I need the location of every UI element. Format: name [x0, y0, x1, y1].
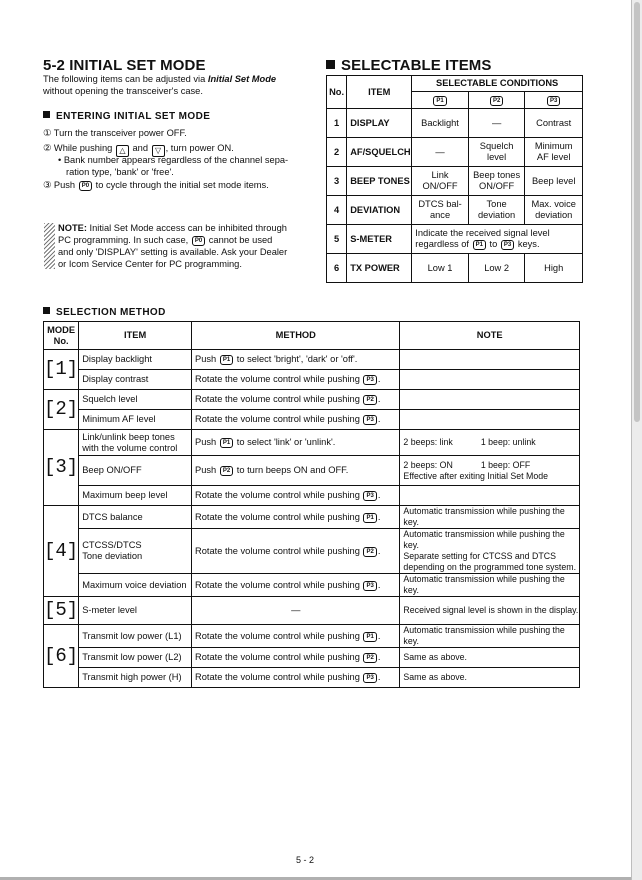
- scrollbar-thumb[interactable]: [634, 2, 640, 422]
- method-heading: SELECTION METHOD: [43, 307, 166, 318]
- selectable-title: SELECTABLE ITEMS: [326, 57, 492, 74]
- note-hatch-icon: [44, 223, 55, 269]
- p2-key-icon: P2: [363, 395, 376, 405]
- table-row: [3] Link/unlink beep tones with the volume control Push P1 to select 'link' or 'unlink'. 2 beeps: link 1 beep: unlink: [44, 430, 580, 456]
- up-key-icon: △: [116, 145, 129, 157]
- table-row: 5 S-METER Indicate the received signal level regardless of P1 to P3 keys.: [327, 225, 583, 254]
- mode-number: [2]: [44, 390, 79, 430]
- table-row: [1] Display backlight Push P1 to select 'bright', 'dark' or 'off'.: [44, 350, 580, 370]
- table-row: 6 TX POWER Low 1 Low 2 High: [327, 254, 583, 283]
- p0-key-icon: P0: [192, 236, 205, 246]
- step-2-note: • Bank number appears regardless of the channel sepa- ration type, 'bank' or 'free'.: [58, 155, 289, 177]
- table-row: Maximum voice deviation Rotate the volume control while pushing P3 . Automatic transmission while pushing the key.: [44, 574, 580, 597]
- table-row: Minimum AF level Rotate the volume control while pushing P3 .: [44, 410, 580, 430]
- p3-key-icon: P3: [501, 240, 514, 250]
- table-row: 1 DISPLAY Backlight — Contrast: [327, 109, 583, 138]
- p2-key-icon: P2: [220, 466, 233, 476]
- p1-key-icon: P1: [363, 513, 376, 523]
- p2-key-icon: P2: [363, 547, 376, 557]
- p1-key-icon: P1: [412, 92, 469, 109]
- table-row: Transmit low power (L2) Rotate the volume control while pushing P2 . Same as above.: [44, 648, 580, 668]
- step-1: ① Turn the transceiver power OFF.: [43, 128, 187, 138]
- table-row: 4 DEVIATION DTCS bal- ance Tone deviation Max. voice deviation: [327, 196, 583, 225]
- col-method: METHOD: [192, 322, 400, 350]
- mode-number: [6]: [44, 625, 79, 688]
- col-item: ITEM: [79, 322, 192, 350]
- selectable-table: [326, 75, 583, 283]
- mode-number: [1]: [44, 350, 79, 390]
- section-title: 5-2 INITIAL SET MODE: [43, 57, 206, 74]
- p1-key-icon: P1: [220, 355, 233, 365]
- p3-key-icon: P3: [363, 673, 376, 683]
- p1-key-icon: P1: [473, 240, 486, 250]
- step-3: ③ Push P0 to cycle through the initial set mode items.: [43, 180, 269, 190]
- step-2: ② While pushing △ and ▽ , turn power ON.: [43, 143, 234, 155]
- table-row: Display contrast Rotate the volume control while pushing P3 .: [44, 370, 580, 390]
- col-conditions: SELECTABLE CONDITIONS: [412, 76, 583, 92]
- p1-key-icon: P1: [363, 632, 376, 642]
- method-table: [43, 321, 580, 688]
- table-row: [5] S-meter level — Received signal level is shown in the display.: [44, 597, 580, 625]
- p3-key-icon: P3: [363, 581, 376, 591]
- col-mode: MODE No.: [44, 322, 79, 350]
- p0-key-icon: P0: [79, 181, 92, 191]
- p2-key-icon: P2: [363, 653, 376, 663]
- table-row: CTCSS/DTCS Tone deviation Rotate the volume control while pushing P2 . Automatic transmission while pushing the key. Separate setting for CTCSS and DTCS depending on the programmed tone system.: [44, 529, 580, 574]
- p1-key-icon: P1: [220, 438, 233, 448]
- mode-number: [4]: [44, 506, 79, 597]
- table-row: 2 AF/SQUELCH — Squelch level Minimum AF level: [327, 138, 583, 167]
- p2-key-icon: P2: [468, 92, 525, 109]
- table-row: Maximum beep level Rotate the volume control while pushing P3 .: [44, 486, 580, 506]
- mode-number: [3]: [44, 430, 79, 506]
- table-row: [4] DTCS balance Rotate the volume control while pushing P1 . Automatic transmission while pushing the key.: [44, 506, 580, 529]
- entering-heading: ENTERING INITIAL SET MODE: [43, 111, 210, 122]
- p3-key-icon: P3: [525, 92, 583, 109]
- p3-key-icon: P3: [363, 375, 376, 385]
- table-row: [6] Transmit low power (L1) Rotate the volume control while pushing P1 . Automatic transmission while pushing the key.: [44, 625, 580, 648]
- p3-key-icon: P3: [363, 491, 376, 501]
- mode-number: [5]: [44, 597, 79, 625]
- table-row: Beep ON/OFF Push P2 to turn beeps ON and OFF. 2 beeps: ON 1 beep: OFF Effective after exiting Initial Set Mode: [44, 456, 580, 486]
- table-row: Transmit high power (H) Rotate the volume control while pushing P3 . Same as above.: [44, 668, 580, 688]
- table-row: 3 BEEP TONES Link ON/OFF Beep tones ON/OFF Beep level: [327, 167, 583, 196]
- note-text: NOTE: Initial Set Mode access can be inhibited through PC programming. In such case, P0 cannot be used and only 'DISPLAY' setting is available. Ask your Dealer or Icom Service Center for PC programming.: [58, 223, 288, 269]
- p3-key-icon: P3: [363, 415, 376, 425]
- col-no: No.: [327, 76, 347, 109]
- page-number: 5 - 2: [296, 855, 315, 865]
- table-row: [2] Squelch level Rotate the volume control while pushing P2 .: [44, 390, 580, 410]
- col-note: NOTE: [400, 322, 580, 350]
- intro-text: The following items can be adjusted via Initial Set Mode without opening the transceiver's case.: [43, 74, 277, 96]
- down-key-icon: ▽: [152, 145, 165, 157]
- col-item: ITEM: [347, 76, 412, 109]
- scrollbar[interactable]: [631, 0, 642, 880]
